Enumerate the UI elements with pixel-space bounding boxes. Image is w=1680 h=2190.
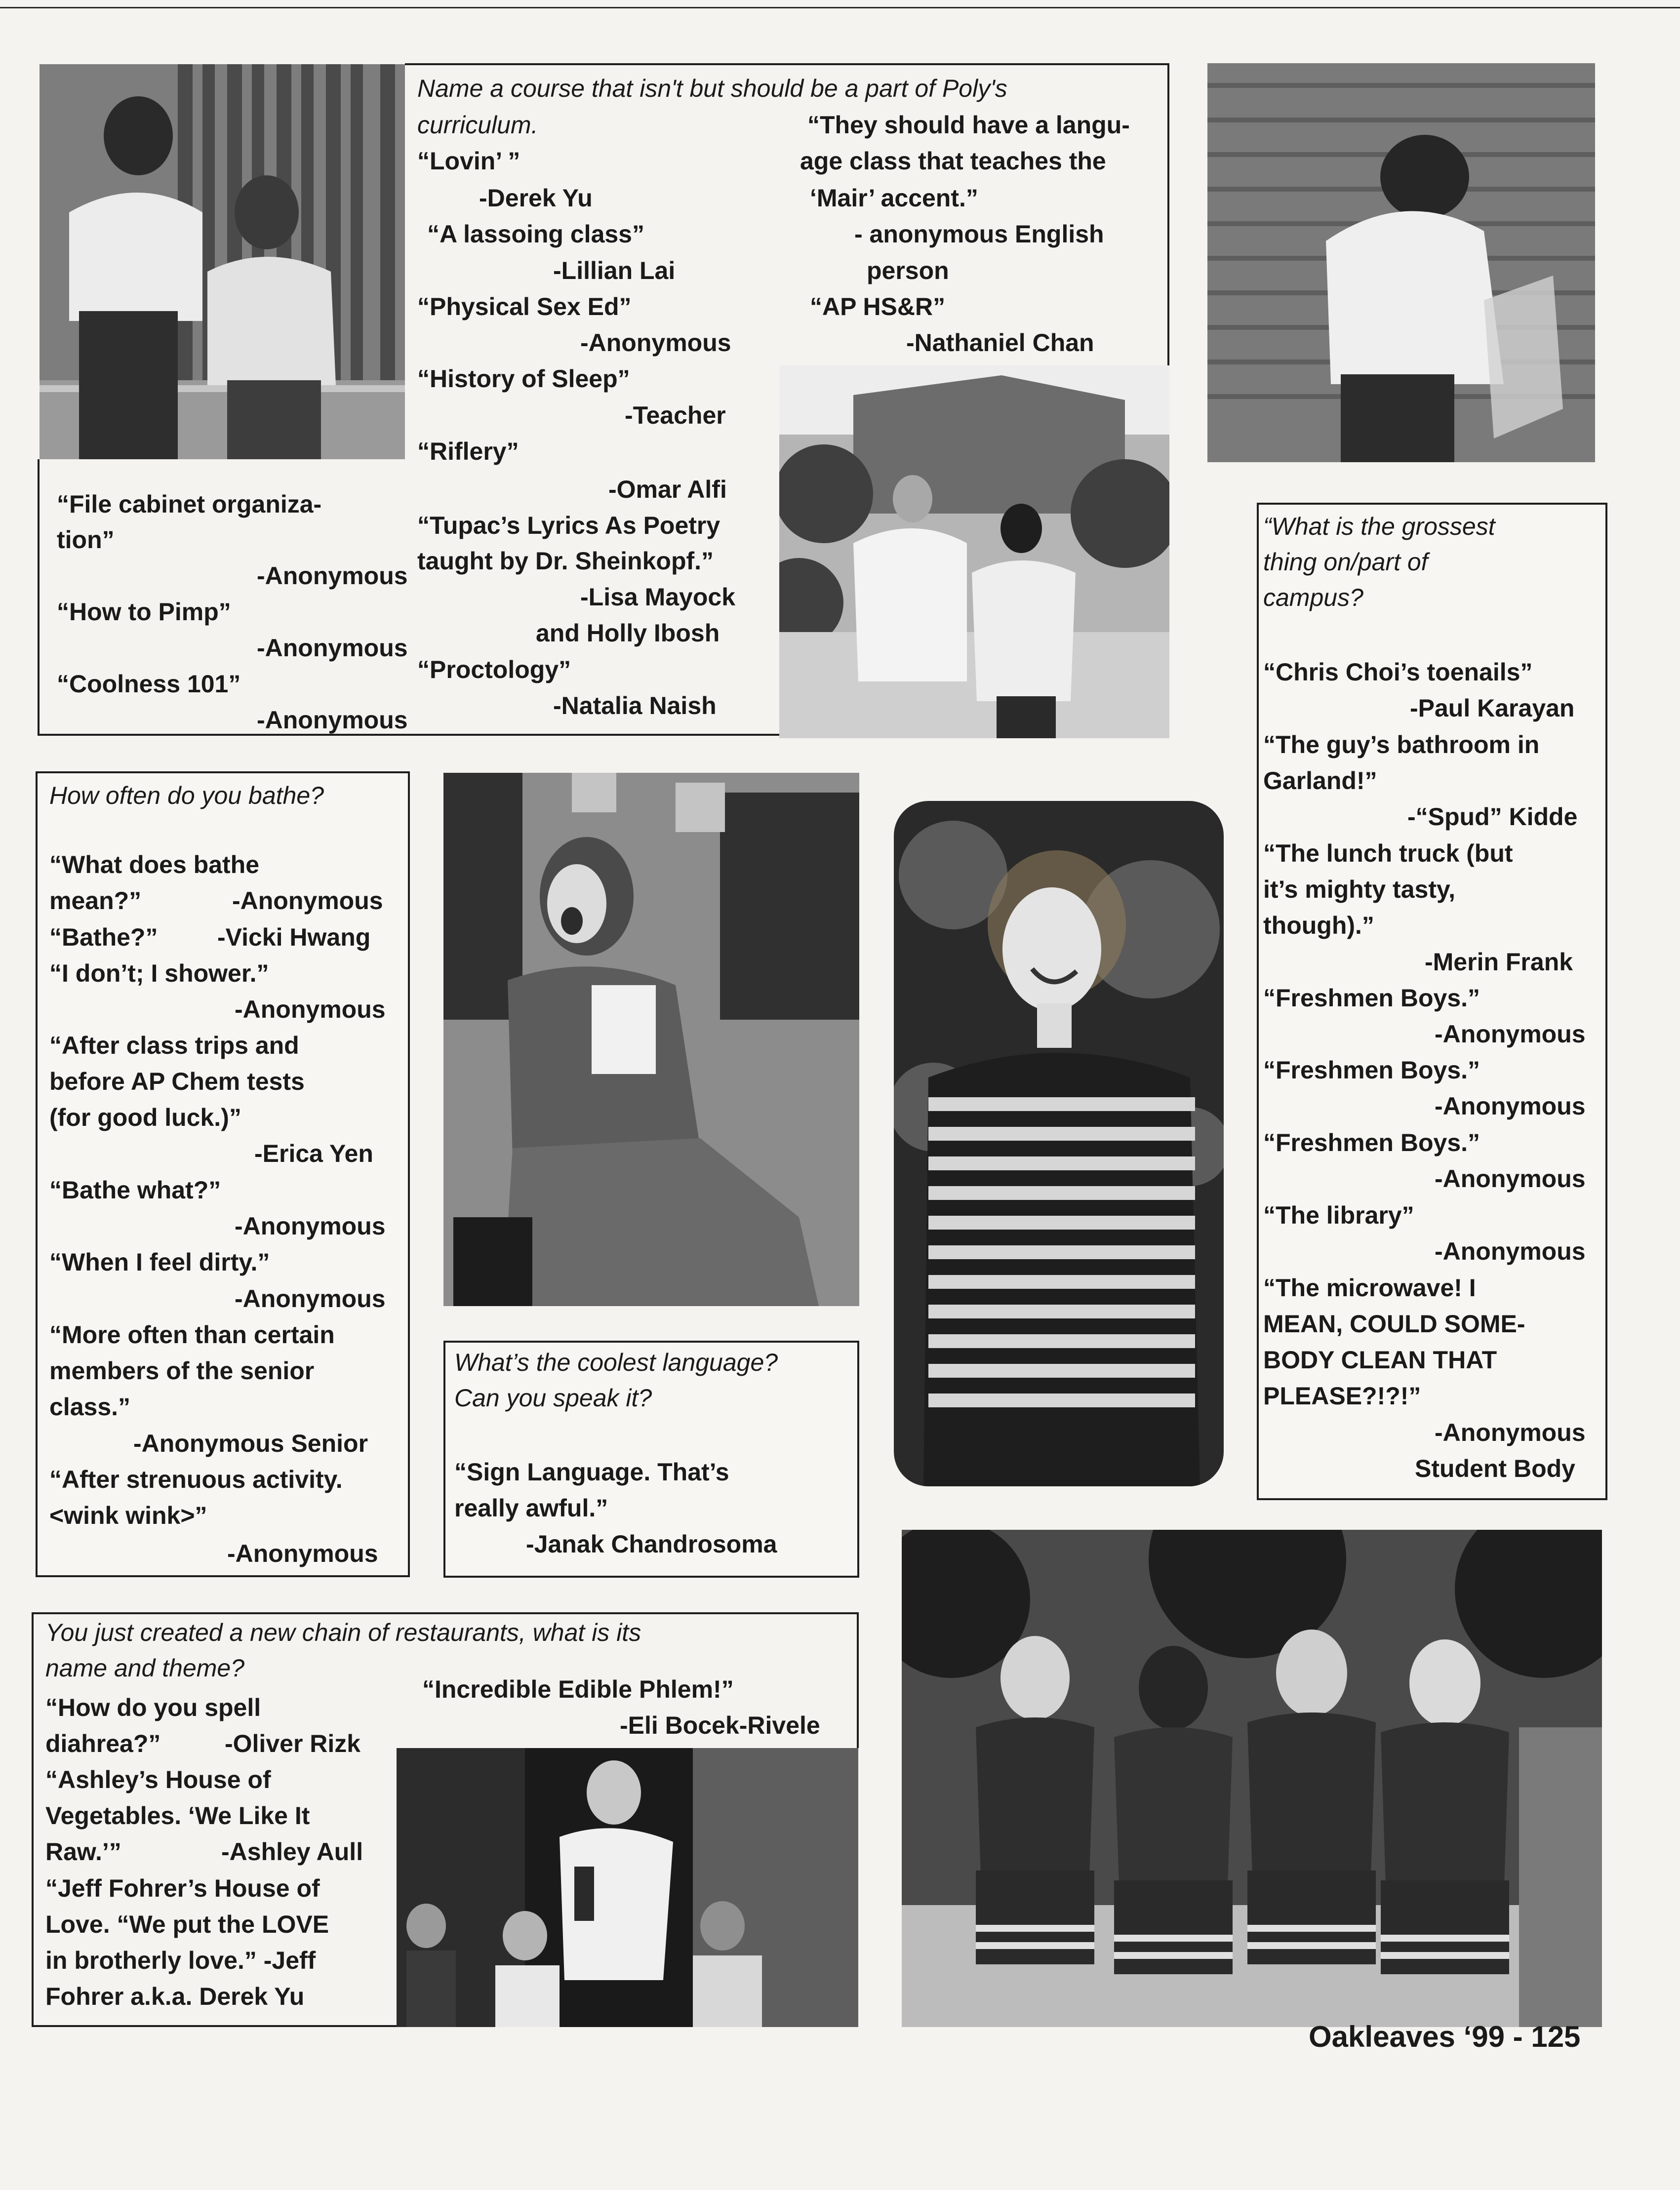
grossest-answer-line: “The library” [1263, 1201, 1414, 1229]
restaurant-answer-line: “Jeff Fohrer’s House of [45, 1874, 320, 1902]
grossest-answer-line: Garland!” [1263, 767, 1377, 795]
bathe-answer-line: “When I feel dirty.” [49, 1248, 270, 1276]
bathe-answer-line: “Bathe what?” [49, 1176, 221, 1204]
bathe-question: How often do you bathe? [49, 782, 324, 809]
curriculum-answer-line: - anonymous English [854, 220, 1104, 248]
restaurant-answer-line: diahrea?” [45, 1730, 161, 1757]
bathe-answer-line: before AP Chem tests [49, 1068, 305, 1095]
language-answer-line: really awful.” [454, 1494, 608, 1522]
photo-campus-students [779, 365, 1169, 738]
curriculum-answer-line: “They should have a langu- [807, 111, 1130, 139]
restaurant-answer-line: -Oliver Rizk [225, 1730, 361, 1757]
photo-boy-doorway [1207, 63, 1595, 462]
curriculum-answer-line: -Natalia Naish [553, 692, 717, 719]
bathe-answer-line: -Anonymous [227, 1540, 378, 1567]
restaurants-box-right [857, 1612, 859, 1748]
curriculum-answer-line: “Riflery” [417, 438, 519, 465]
curriculum-answer-line: -Nathaniel Chan [906, 329, 1094, 357]
language-question-line1: What’s the coolest language? [454, 1349, 778, 1376]
restaurant-answer-line: “Incredible Edible Phlem!” [422, 1675, 734, 1703]
bathe-answer-line: -Anonymous [235, 995, 386, 1023]
curriculum-answer-line: “Proctology” [417, 656, 571, 683]
bathe-answer-line: -Anonymous [235, 1212, 386, 1240]
restaurants-question-line1: You just created a new chain of restaurants, what is its [45, 1619, 641, 1646]
curriculum-answer-line: age class that teaches the [800, 147, 1106, 175]
grossest-answer-line: Student Body [1415, 1455, 1575, 1482]
bathe-answer-line: “After strenuous activity. [49, 1466, 343, 1493]
grossest-question-line1: “What is the grossest [1263, 513, 1495, 540]
curriculum-answer-line: “Tupac’s Lyrics As Poetry [417, 512, 720, 539]
grossest-answer-line: -Anonymous [1435, 1092, 1586, 1120]
grossest-answer-line: -Anonymous [1435, 1020, 1586, 1048]
bathe-answer-line: “After class trips and [49, 1032, 299, 1059]
photo-laughing-girl [443, 773, 859, 1306]
top-rule [0, 7, 1680, 8]
grossest-answer-line: MEAN, COULD SOME- [1263, 1310, 1525, 1338]
restaurant-answer-line: Fohrer a.k.a. Derek Yu [45, 1983, 305, 2010]
curriculum-answer-line: “AP HS&R” [810, 293, 946, 320]
bathe-answer-line: class.” [49, 1393, 131, 1421]
curriculum-answer-line: “Coolness 101” [57, 670, 241, 698]
language-answer-line: -Janak Chandrosoma [526, 1530, 777, 1558]
grossest-answer-line: PLEASE?!?!” [1263, 1382, 1421, 1410]
bathe-answer-line: -Vicki Hwang [217, 923, 371, 951]
grossest-answer-line: “The guy’s bathroom in [1263, 731, 1540, 758]
curriculum-answer-line: -Omar Alfi [608, 476, 727, 503]
language-question-line2: Can you speak it? [454, 1384, 652, 1412]
photo-stage-students [40, 64, 405, 459]
photo-striped-shirt-girl [894, 801, 1224, 1486]
restaurant-answer-line: Vegetables. ‘We Like It [45, 1802, 310, 1830]
curriculum-answer-line: “History of Sleep” [417, 365, 630, 393]
curriculum-answer-line: -Derek Yu [479, 184, 593, 212]
curriculum-answer-line: “A lassoing class” [427, 220, 644, 248]
bathe-answer-line: “Bathe?” [49, 923, 158, 951]
restaurants-box-bottom [32, 2025, 397, 2027]
language-answer-line: “Sign Language. That’s [454, 1458, 729, 1486]
grossest-answer-line: though).” [1263, 912, 1374, 939]
curriculum-answer-line: -Anonymous [257, 562, 408, 590]
photo-stage-performance [397, 1748, 858, 2027]
curriculum-answer-line: taught by Dr. Sheinkopf.” [417, 547, 714, 575]
restaurants-question-line2: name and theme? [45, 1654, 245, 1682]
curriculum-answer-line: “Physical Sex Ed” [417, 293, 632, 320]
curriculum-answer-line: “How to Pimp” [57, 598, 231, 626]
curriculum-answer-line: “Lovin’ ” [417, 147, 520, 175]
curriculum-answer-line: -Lisa Mayock [580, 583, 736, 611]
curriculum-answer-line: -Lillian Lai [553, 257, 676, 284]
bathe-answer-line: -Anonymous Senior [133, 1430, 368, 1457]
bathe-answer-line: “More often than certain [49, 1321, 335, 1349]
grossest-answer-line: -“Spud” Kidde [1407, 803, 1578, 831]
bathe-answer-line: (for good luck.)” [49, 1104, 241, 1131]
restaurants-box-top [32, 1612, 859, 1614]
curriculum-box-top [405, 63, 1169, 65]
bathe-answer-line: mean?” [49, 887, 142, 915]
curriculum-answer-line: -Anonymous [580, 329, 731, 357]
page-footer: Oakleaves ‘99 - 125 [1309, 2020, 1581, 2053]
grossest-answer-line: “Freshmen Boys.” [1263, 984, 1480, 1012]
curriculum-box-bottom [38, 734, 779, 736]
grossest-answer-line: -Merin Frank [1425, 948, 1573, 976]
bathe-answer-line: -Anonymous [232, 887, 383, 915]
restaurant-answer-line: -Ashley Aull [221, 1838, 363, 1866]
curriculum-answer-line: -Teacher [625, 401, 726, 429]
grossest-answer-line: -Paul Karayan [1410, 694, 1575, 722]
curriculum-answer-line: and Holly Ibosh [536, 619, 720, 647]
grossest-answer-line: -Anonymous [1435, 1237, 1586, 1265]
curriculum-answer-line: ‘Mair’ accent.” [810, 184, 978, 212]
curriculum-question-line2: curriculum. [417, 111, 538, 139]
curriculum-answer-line: -Anonymous [257, 706, 408, 734]
bathe-answer-line: -Erica Yen [254, 1140, 373, 1167]
grossest-answer-line: “The microwave! I [1263, 1274, 1476, 1302]
restaurant-answer-line: Raw.’” [45, 1838, 121, 1866]
grossest-question-line2: thing on/part of [1263, 548, 1428, 576]
curriculum-box-right [1167, 63, 1169, 365]
grossest-question-line3: campus? [1263, 584, 1363, 611]
bathe-answer-line: <wink wink>” [49, 1502, 207, 1529]
curriculum-answer-line: tion” [57, 526, 115, 554]
restaurant-answer-line: -Eli Bocek-Rivele [620, 1712, 820, 1739]
restaurant-answer-line: “Ashley’s House of [45, 1766, 271, 1793]
curriculum-question-line1: Name a course that isn't but should be a part of Poly's [417, 75, 1007, 102]
curriculum-answer-line: “File cabinet organiza- [57, 490, 322, 518]
restaurant-answer-line: in brotherly love.” -Jeff [45, 1947, 316, 1974]
grossest-answer-line: “The lunch truck (but [1263, 839, 1513, 867]
bathe-answer-line: “What does bathe [49, 851, 260, 878]
grossest-answer-line: BODY CLEAN THAT [1263, 1346, 1497, 1374]
grossest-answer-line: “Chris Choi’s toenails” [1263, 658, 1533, 686]
grossest-answer-line: -Anonymous [1435, 1419, 1586, 1446]
bathe-answer-line: members of the senior [49, 1357, 315, 1385]
grossest-answer-line: “Freshmen Boys.” [1263, 1129, 1480, 1156]
grossest-answer-line: -Anonymous [1435, 1165, 1586, 1193]
grossest-answer-line: it’s mighty tasty, [1263, 876, 1455, 903]
restaurant-answer-line: “How do you spell [45, 1694, 261, 1721]
photo-cheerleaders [902, 1530, 1602, 2027]
curriculum-answer-line: -Anonymous [257, 634, 408, 662]
curriculum-answer-line: person [867, 257, 949, 284]
bathe-answer-line: -Anonymous [235, 1285, 386, 1313]
restaurant-answer-line: Love. “We put the LOVE [45, 1911, 329, 1938]
bathe-answer-line: “I don’t; I shower.” [49, 959, 269, 987]
curriculum-box-left [38, 459, 40, 736]
grossest-answer-line: “Freshmen Boys.” [1263, 1056, 1480, 1084]
restaurants-box-left [32, 1612, 34, 2027]
